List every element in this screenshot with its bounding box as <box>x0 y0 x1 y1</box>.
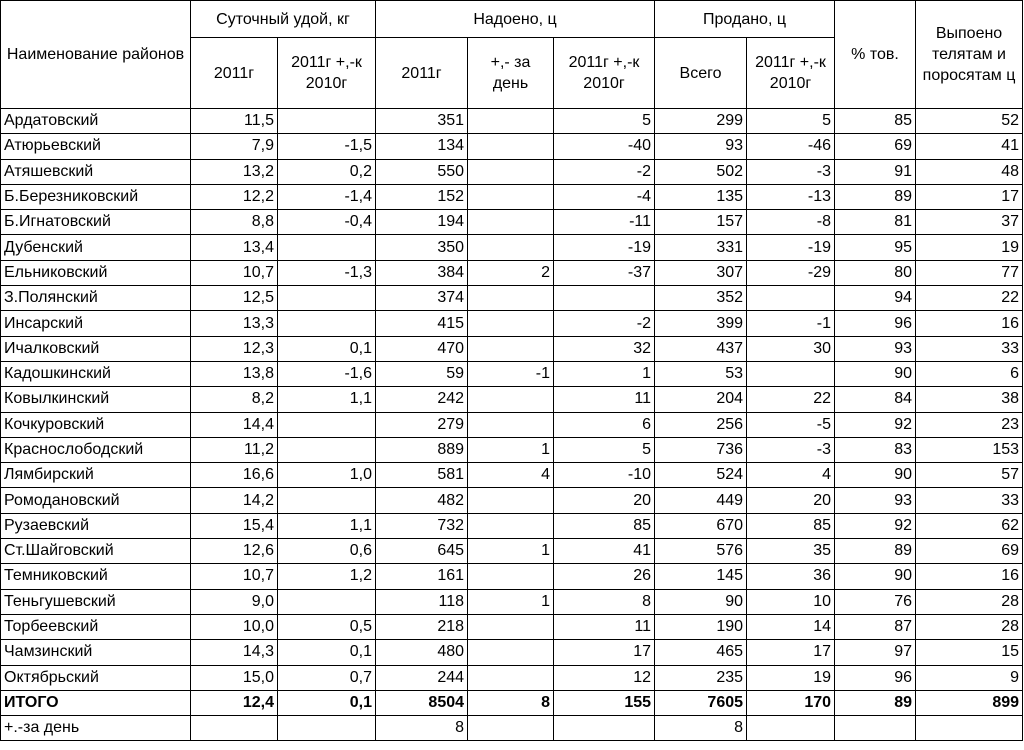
cell-district-name: Ельниковский <box>1 260 191 285</box>
table-row <box>1 210 1023 235</box>
cell-daily-yield-diff: 0,1 <box>278 690 376 715</box>
cell-milked-2011: 645 <box>376 539 468 564</box>
cell-milked-per-day <box>468 109 554 134</box>
cell-milked-2011: 581 <box>376 463 468 488</box>
subheader-daily-yield-diff: 2011г +,-к 2010г <box>278 38 376 109</box>
cell-daily-yield-2011: 12,3 <box>191 336 278 361</box>
cell-milked-diff: 41 <box>554 539 655 564</box>
table-row <box>1 361 1023 386</box>
cell-district-name: З.Полянский <box>1 286 191 311</box>
cell-fed-amount: 9 <box>916 665 1023 690</box>
cell-fed-amount: 33 <box>916 336 1023 361</box>
cell-milked-per-day <box>468 387 554 412</box>
table-row <box>1 640 1023 665</box>
cell-district-name: Теньгушевский <box>1 589 191 614</box>
cell-daily-yield-2011: 10,7 <box>191 260 278 285</box>
cell-district-name: +.-за день <box>1 716 191 741</box>
cell-percent-commodity: 89 <box>835 184 916 209</box>
cell-milked-diff: -2 <box>554 159 655 184</box>
cell-district-name: Ромодановский <box>1 488 191 513</box>
cell-milked-diff: 11 <box>554 387 655 412</box>
cell-daily-yield-2011: 12,5 <box>191 286 278 311</box>
cell-milked-diff <box>554 716 655 741</box>
cell-milked-per-day <box>468 286 554 311</box>
cell-sold-diff: 35 <box>747 539 835 564</box>
cell-percent-commodity: 83 <box>835 437 916 462</box>
cell-district-name: ИТОГО <box>1 690 191 715</box>
cell-milked-per-day: -1 <box>468 361 554 386</box>
cell-percent-commodity <box>835 716 916 741</box>
cell-daily-yield-2011: 14,4 <box>191 412 278 437</box>
cell-district-name: Торбеевский <box>1 614 191 639</box>
table-row <box>1 463 1023 488</box>
cell-milked-diff: 1 <box>554 361 655 386</box>
cell-fed-amount: 15 <box>916 640 1023 665</box>
cell-fed-amount <box>916 716 1023 741</box>
cell-fed-amount: 77 <box>916 260 1023 285</box>
cell-milked-per-day <box>468 640 554 665</box>
cell-milked-diff: 5 <box>554 109 655 134</box>
cell-percent-commodity: 89 <box>835 690 916 715</box>
cell-sold-diff: 30 <box>747 336 835 361</box>
cell-daily-yield-diff <box>278 589 376 614</box>
cell-daily-yield-diff <box>278 412 376 437</box>
header-sold: Продано, ц <box>655 1 835 38</box>
header-daily-yield: Суточный удой, кг <box>191 1 376 38</box>
cell-daily-yield-diff: 0,1 <box>278 640 376 665</box>
cell-sold-diff <box>747 716 835 741</box>
cell-sold-total: 235 <box>655 665 747 690</box>
cell-district-name: Кочкуровский <box>1 412 191 437</box>
cell-sold-total: 145 <box>655 564 747 589</box>
subheader-milked-2011: 2011г <box>376 38 468 109</box>
cell-milked-diff: 155 <box>554 690 655 715</box>
cell-district-name: Ичалковский <box>1 336 191 361</box>
table-row <box>1 412 1023 437</box>
cell-milked-2011: 194 <box>376 210 468 235</box>
cell-district-name: Ст.Шайговский <box>1 539 191 564</box>
cell-milked-per-day: 8 <box>468 690 554 715</box>
cell-milked-2011: 218 <box>376 614 468 639</box>
cell-daily-yield-diff: 0,7 <box>278 665 376 690</box>
cell-sold-total: 299 <box>655 109 747 134</box>
cell-daily-yield-2011: 13,2 <box>191 159 278 184</box>
cell-district-name: Рузаевский <box>1 513 191 538</box>
table-row <box>1 260 1023 285</box>
header-fed-to-calves-piglets: Выпоено телятам и поросятам ц <box>916 1 1023 109</box>
cell-milked-per-day <box>468 159 554 184</box>
cell-sold-diff: 170 <box>747 690 835 715</box>
cell-daily-yield-diff: -1,3 <box>278 260 376 285</box>
cell-daily-yield-2011: 15,4 <box>191 513 278 538</box>
cell-daily-yield-2011: 15,0 <box>191 665 278 690</box>
cell-percent-commodity: 92 <box>835 513 916 538</box>
cell-milked-2011: 480 <box>376 640 468 665</box>
cell-daily-yield-2011: 12,6 <box>191 539 278 564</box>
cell-sold-total: 7605 <box>655 690 747 715</box>
table-row <box>1 336 1023 361</box>
cell-fed-amount: 62 <box>916 513 1023 538</box>
cell-daily-yield-2011: 12,4 <box>191 690 278 715</box>
table-row <box>1 134 1023 159</box>
cell-district-name: Темниковский <box>1 564 191 589</box>
cell-milked-per-day: 4 <box>468 463 554 488</box>
cell-daily-yield-diff <box>278 488 376 513</box>
cell-sold-total: 93 <box>655 134 747 159</box>
cell-sold-diff: -8 <box>747 210 835 235</box>
cell-district-name: Ковылкинский <box>1 387 191 412</box>
table-row <box>1 286 1023 311</box>
cell-percent-commodity: 76 <box>835 589 916 614</box>
cell-district-name: Б.Березниковский <box>1 184 191 209</box>
subheader-milked-diff: 2011г +,-к 2010г <box>554 38 655 109</box>
cell-milked-2011: 374 <box>376 286 468 311</box>
cell-daily-yield-2011: 8,8 <box>191 210 278 235</box>
cell-sold-total: 307 <box>655 260 747 285</box>
cell-daily-yield-diff <box>278 286 376 311</box>
cell-daily-yield-2011: 7,9 <box>191 134 278 159</box>
table-row <box>1 614 1023 639</box>
cell-milked-2011: 482 <box>376 488 468 513</box>
table-row <box>1 513 1023 538</box>
cell-sold-diff: 85 <box>747 513 835 538</box>
cell-daily-yield-diff <box>278 437 376 462</box>
cell-milked-2011: 732 <box>376 513 468 538</box>
cell-district-name: Атяшевский <box>1 159 191 184</box>
cell-daily-yield-2011: 14,3 <box>191 640 278 665</box>
cell-sold-total: 576 <box>655 539 747 564</box>
cell-milked-diff: 8 <box>554 589 655 614</box>
cell-percent-commodity: 94 <box>835 286 916 311</box>
cell-fed-amount: 16 <box>916 564 1023 589</box>
table-row <box>1 665 1023 690</box>
subheader-sold-diff: 2011г +,-к 2010г <box>747 38 835 109</box>
cell-fed-amount: 153 <box>916 437 1023 462</box>
cell-milked-diff: -19 <box>554 235 655 260</box>
cell-fed-amount: 28 <box>916 614 1023 639</box>
cell-daily-yield-2011: 12,2 <box>191 184 278 209</box>
cell-percent-commodity: 96 <box>835 311 916 336</box>
cell-percent-commodity: 90 <box>835 564 916 589</box>
cell-sold-total: 449 <box>655 488 747 513</box>
cell-sold-diff: -3 <box>747 159 835 184</box>
cell-milked-per-day <box>468 716 554 741</box>
cell-milked-diff: 26 <box>554 564 655 589</box>
cell-milked-per-day <box>468 134 554 159</box>
cell-district-name: Дубенский <box>1 235 191 260</box>
cell-fed-amount: 16 <box>916 311 1023 336</box>
cell-daily-yield-2011: 10,7 <box>191 564 278 589</box>
cell-sold-diff: -1 <box>747 311 835 336</box>
total-row <box>1 690 1023 715</box>
cell-fed-amount: 19 <box>916 235 1023 260</box>
cell-percent-commodity: 89 <box>835 539 916 564</box>
cell-milked-2011: 279 <box>376 412 468 437</box>
cell-daily-yield-2011: 10,0 <box>191 614 278 639</box>
cell-fed-amount: 23 <box>916 412 1023 437</box>
cell-percent-commodity: 92 <box>835 412 916 437</box>
cell-sold-total: 502 <box>655 159 747 184</box>
cell-milked-diff: 17 <box>554 640 655 665</box>
cell-daily-yield-2011: 11,5 <box>191 109 278 134</box>
cell-milked-diff: -2 <box>554 311 655 336</box>
cell-fed-amount: 41 <box>916 134 1023 159</box>
cell-milked-diff: -4 <box>554 184 655 209</box>
cell-percent-commodity: 90 <box>835 463 916 488</box>
cell-sold-diff: -29 <box>747 260 835 285</box>
cell-milked-diff: 12 <box>554 665 655 690</box>
cell-fed-amount: 52 <box>916 109 1023 134</box>
cell-fed-amount: 28 <box>916 589 1023 614</box>
table-row <box>1 589 1023 614</box>
per-day-row <box>1 716 1023 741</box>
cell-sold-diff: 5 <box>747 109 835 134</box>
cell-daily-yield-diff: -1,5 <box>278 134 376 159</box>
cell-sold-total: 135 <box>655 184 747 209</box>
cell-sold-diff: -5 <box>747 412 835 437</box>
cell-milked-per-day: 2 <box>468 260 554 285</box>
cell-daily-yield-diff: 0,6 <box>278 539 376 564</box>
cell-milked-per-day <box>468 488 554 513</box>
cell-percent-commodity: 97 <box>835 640 916 665</box>
table-row <box>1 311 1023 336</box>
cell-milked-diff: 32 <box>554 336 655 361</box>
cell-percent-commodity: 84 <box>835 387 916 412</box>
cell-percent-commodity: 93 <box>835 488 916 513</box>
cell-milked-diff: 85 <box>554 513 655 538</box>
cell-milked-diff: 5 <box>554 437 655 462</box>
cell-milked-diff: -40 <box>554 134 655 159</box>
cell-sold-total: 399 <box>655 311 747 336</box>
cell-milked-per-day <box>468 665 554 690</box>
subheader-daily-yield-2011: 2011г <box>191 38 278 109</box>
cell-milked-2011: 59 <box>376 361 468 386</box>
cell-milked-per-day: 1 <box>468 539 554 564</box>
cell-fed-amount: 37 <box>916 210 1023 235</box>
cell-daily-yield-diff: -1,6 <box>278 361 376 386</box>
cell-milked-2011: 242 <box>376 387 468 412</box>
table-body <box>1 109 1023 741</box>
cell-fed-amount: 48 <box>916 159 1023 184</box>
cell-milked-2011: 470 <box>376 336 468 361</box>
cell-milked-2011: 8 <box>376 716 468 741</box>
cell-milked-2011: 244 <box>376 665 468 690</box>
cell-sold-total: 352 <box>655 286 747 311</box>
cell-fed-amount: 57 <box>916 463 1023 488</box>
cell-milked-2011: 161 <box>376 564 468 589</box>
cell-percent-commodity: 96 <box>835 665 916 690</box>
cell-sold-diff: 19 <box>747 665 835 690</box>
cell-sold-total: 157 <box>655 210 747 235</box>
cell-district-name: Ардатовский <box>1 109 191 134</box>
table-row <box>1 109 1023 134</box>
cell-daily-yield-diff: -0,4 <box>278 210 376 235</box>
cell-sold-total: 736 <box>655 437 747 462</box>
cell-sold-diff <box>747 286 835 311</box>
cell-fed-amount: 69 <box>916 539 1023 564</box>
cell-fed-amount: 17 <box>916 184 1023 209</box>
cell-district-name: Краснослободский <box>1 437 191 462</box>
cell-milked-diff: -11 <box>554 210 655 235</box>
cell-daily-yield-2011: 11,2 <box>191 437 278 462</box>
cell-daily-yield-2011: 14,2 <box>191 488 278 513</box>
cell-daily-yield-diff: 0,2 <box>278 159 376 184</box>
cell-sold-diff <box>747 361 835 386</box>
cell-district-name: Лямбирский <box>1 463 191 488</box>
header-district: Наименование районов <box>1 1 191 109</box>
cell-district-name: Октябрьский <box>1 665 191 690</box>
cell-milked-per-day <box>468 235 554 260</box>
cell-percent-commodity: 69 <box>835 134 916 159</box>
cell-milked-per-day <box>468 311 554 336</box>
cell-sold-total: 465 <box>655 640 747 665</box>
cell-milked-per-day <box>468 412 554 437</box>
cell-sold-total: 190 <box>655 614 747 639</box>
cell-milked-per-day <box>468 564 554 589</box>
cell-percent-commodity: 85 <box>835 109 916 134</box>
cell-daily-yield-2011: 13,4 <box>191 235 278 260</box>
cell-sold-diff: -19 <box>747 235 835 260</box>
cell-percent-commodity: 87 <box>835 614 916 639</box>
cell-fed-amount: 6 <box>916 361 1023 386</box>
cell-milked-per-day: 1 <box>468 437 554 462</box>
cell-daily-yield-diff: 0,1 <box>278 336 376 361</box>
cell-daily-yield-diff: 0,5 <box>278 614 376 639</box>
cell-sold-diff: 10 <box>747 589 835 614</box>
cell-milked-2011: 550 <box>376 159 468 184</box>
table-row <box>1 387 1023 412</box>
table-row <box>1 235 1023 260</box>
cell-milked-per-day <box>468 210 554 235</box>
table-row <box>1 184 1023 209</box>
cell-milked-2011: 415 <box>376 311 468 336</box>
cell-district-name: Инсарский <box>1 311 191 336</box>
cell-percent-commodity: 95 <box>835 235 916 260</box>
cell-daily-yield-2011 <box>191 716 278 741</box>
cell-sold-diff: 22 <box>747 387 835 412</box>
cell-sold-total: 670 <box>655 513 747 538</box>
cell-daily-yield-diff: -1,4 <box>278 184 376 209</box>
cell-milked-diff: 11 <box>554 614 655 639</box>
cell-district-name: Чамзинский <box>1 640 191 665</box>
cell-sold-total: 331 <box>655 235 747 260</box>
cell-milked-2011: 152 <box>376 184 468 209</box>
cell-daily-yield-diff: 1,1 <box>278 513 376 538</box>
cell-sold-total: 204 <box>655 387 747 412</box>
cell-milked-diff: 6 <box>554 412 655 437</box>
cell-milked-per-day <box>468 336 554 361</box>
cell-milked-2011: 384 <box>376 260 468 285</box>
cell-milked-diff: 20 <box>554 488 655 513</box>
subheader-milked-per-day: +,- за день <box>468 38 554 109</box>
cell-daily-yield-diff <box>278 716 376 741</box>
cell-sold-total: 8 <box>655 716 747 741</box>
cell-fed-amount: 38 <box>916 387 1023 412</box>
cell-sold-total: 524 <box>655 463 747 488</box>
table-row <box>1 159 1023 184</box>
cell-daily-yield-diff: 1,1 <box>278 387 376 412</box>
cell-percent-commodity: 81 <box>835 210 916 235</box>
cell-milked-2011: 134 <box>376 134 468 159</box>
cell-sold-diff: 14 <box>747 614 835 639</box>
cell-daily-yield-2011: 13,8 <box>191 361 278 386</box>
cell-milked-per-day: 1 <box>468 589 554 614</box>
cell-fed-amount: 33 <box>916 488 1023 513</box>
cell-daily-yield-2011: 16,6 <box>191 463 278 488</box>
cell-sold-total: 256 <box>655 412 747 437</box>
cell-percent-commodity: 80 <box>835 260 916 285</box>
subheader-sold-total: Всего <box>655 38 747 109</box>
cell-daily-yield-2011: 8,2 <box>191 387 278 412</box>
cell-milked-diff: -37 <box>554 260 655 285</box>
table-row <box>1 539 1023 564</box>
header-milked: Надоено, ц <box>376 1 655 38</box>
cell-sold-diff: 4 <box>747 463 835 488</box>
cell-daily-yield-diff <box>278 311 376 336</box>
cell-sold-total: 90 <box>655 589 747 614</box>
cell-sold-diff: -3 <box>747 437 835 462</box>
cell-daily-yield-2011: 9,0 <box>191 589 278 614</box>
cell-daily-yield-diff: 1,0 <box>278 463 376 488</box>
cell-sold-diff: -46 <box>747 134 835 159</box>
cell-milked-2011: 118 <box>376 589 468 614</box>
cell-fed-amount: 899 <box>916 690 1023 715</box>
cell-milked-2011: 8504 <box>376 690 468 715</box>
table-row <box>1 488 1023 513</box>
cell-milked-2011: 889 <box>376 437 468 462</box>
cell-sold-diff: -13 <box>747 184 835 209</box>
cell-milked-per-day <box>468 184 554 209</box>
cell-daily-yield-diff: 1,2 <box>278 564 376 589</box>
cell-daily-yield-2011: 13,3 <box>191 311 278 336</box>
cell-sold-diff: 20 <box>747 488 835 513</box>
cell-percent-commodity: 93 <box>835 336 916 361</box>
cell-percent-commodity: 90 <box>835 361 916 386</box>
table-row <box>1 437 1023 462</box>
table-row <box>1 564 1023 589</box>
header-percent-commodity: % тов. <box>835 1 916 109</box>
cell-sold-diff: 36 <box>747 564 835 589</box>
cell-district-name: Б.Игнатовский <box>1 210 191 235</box>
cell-milked-diff: -10 <box>554 463 655 488</box>
cell-sold-diff: 17 <box>747 640 835 665</box>
cell-district-name: Кадошкинский <box>1 361 191 386</box>
cell-daily-yield-diff <box>278 109 376 134</box>
cell-milked-2011: 350 <box>376 235 468 260</box>
cell-percent-commodity: 91 <box>835 159 916 184</box>
cell-milked-diff <box>554 286 655 311</box>
cell-milked-per-day <box>468 614 554 639</box>
cell-district-name: Атюрьевский <box>1 134 191 159</box>
cell-milked-2011: 351 <box>376 109 468 134</box>
cell-sold-total: 437 <box>655 336 747 361</box>
cell-daily-yield-diff <box>278 235 376 260</box>
cell-fed-amount: 22 <box>916 286 1023 311</box>
cell-sold-total: 53 <box>655 361 747 386</box>
cell-milked-per-day <box>468 513 554 538</box>
